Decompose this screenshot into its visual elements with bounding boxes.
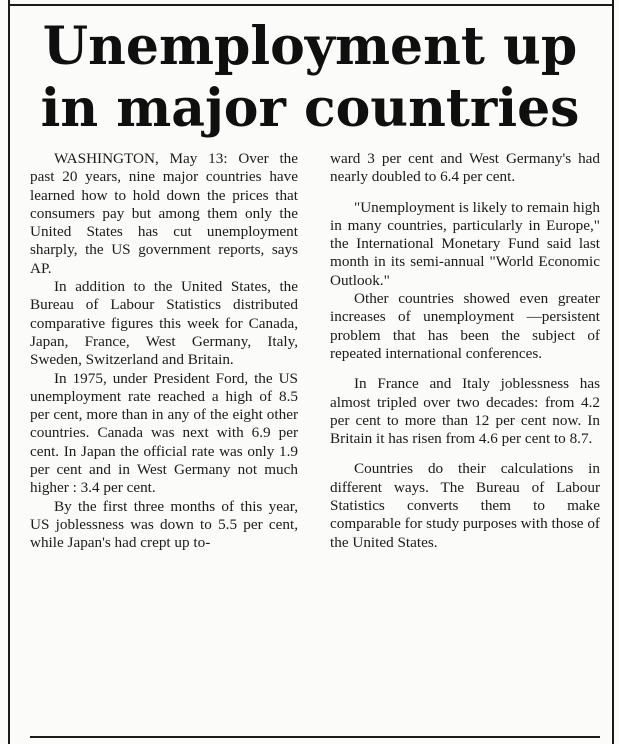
paragraph: By the first three months of this year, US joblessness was down to 5.5 per cent, while Japan's had crept up to- — [30, 497, 298, 552]
paragraph: In addition to the United States, the Bureau of Labour Statistics distributed comparative figures this week for Canada, Japan, France, West Germany, Italy, Sweden, Switzerland and Britain. — [30, 278, 298, 369]
paragraph: In 1975, under President Ford, the US unemployment rate reached a high of 8.5 per cent, more than in any of the eight other countries. Canada was next with 6.9 per cent. In Japan the official rate was only 1.9 per cent and in West Germany not much higher : 3.4 per cent. — [30, 369, 298, 497]
article-column-right — [330, 150, 600, 552]
left-border-rule — [8, 0, 10, 744]
paragraph: In France and Italy joblessness has almost tripled over two decades: from 4.2 per cent to more than 12 per cent now. In Britain it has risen from 4.6 per cent to 8.7. — [330, 375, 600, 448]
paragraph-quote: "Unemployment is likely to remain high in many countries, particularly in Europe," the International Monetary Fund said last month in its semi-annual "World Economic Outlook." — [330, 198, 600, 289]
article-column-left — [30, 150, 298, 553]
paragraph-continuation: ward 3 per cent and West Germany's had nearly doubled to 6.4 per cent. — [330, 150, 600, 186]
article-headline: Unemployment up in major countries — [40, 16, 580, 139]
bottom-border-rule — [30, 736, 600, 738]
paragraph-dateline: WASHINGTON, May 13: Over the past 20 years, nine major countries have learned how to hold down the prices that consumers pay but among them only the United States has cut unemployment sharply, the US government reports, says AP. — [30, 150, 298, 277]
paragraph: Countries do their calculations in different ways. The Bureau of Labour Statistics converts them to make comparable for study purposes with those of the United States. — [330, 460, 600, 551]
top-border-rule — [8, 4, 614, 6]
right-border-rule — [612, 0, 614, 744]
paragraph: Other countries showed even greater increases of unemployment —persistent problem that has been the subject of repeated international conferences. — [330, 290, 600, 362]
